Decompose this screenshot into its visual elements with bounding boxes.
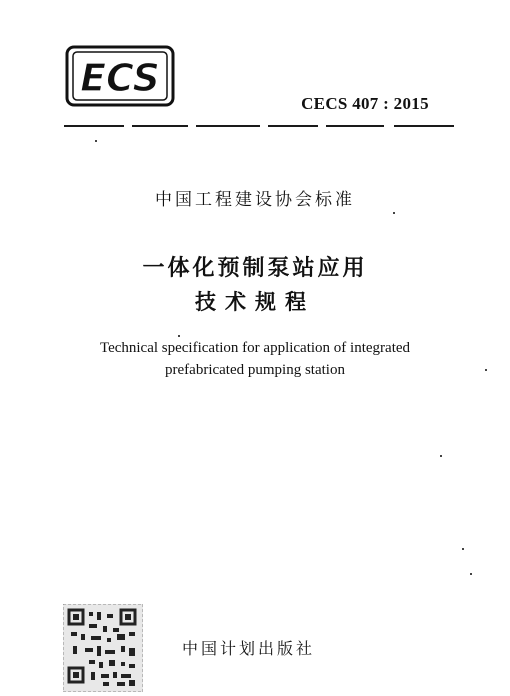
header-rule — [64, 125, 454, 128]
ecs-logo — [64, 44, 176, 108]
scan-speck — [95, 140, 97, 142]
series-title: 中国工程建设协会标准 — [155, 190, 355, 210]
scan-speck — [178, 335, 180, 337]
qr-code-label — [63, 604, 143, 692]
scan-speck — [440, 455, 442, 457]
title-en-line2: prefabricated pumping station — [165, 362, 345, 378]
title-cn-line1: 一体化预制泵站应用 — [142, 256, 368, 281]
logo-text: ECS — [80, 56, 160, 100]
title-en-line1: Technical specification for application of integrated — [99, 340, 411, 356]
scan-speck — [470, 573, 472, 575]
scan-speck — [485, 369, 487, 371]
title-cn-line2: 技术规程 — [195, 290, 315, 314]
standard-code: CECS 407 : 2015 — [301, 94, 429, 113]
scan-speck — [462, 548, 464, 550]
scan-speck — [393, 212, 395, 214]
publisher: 中国计划出版社 — [182, 639, 316, 658]
